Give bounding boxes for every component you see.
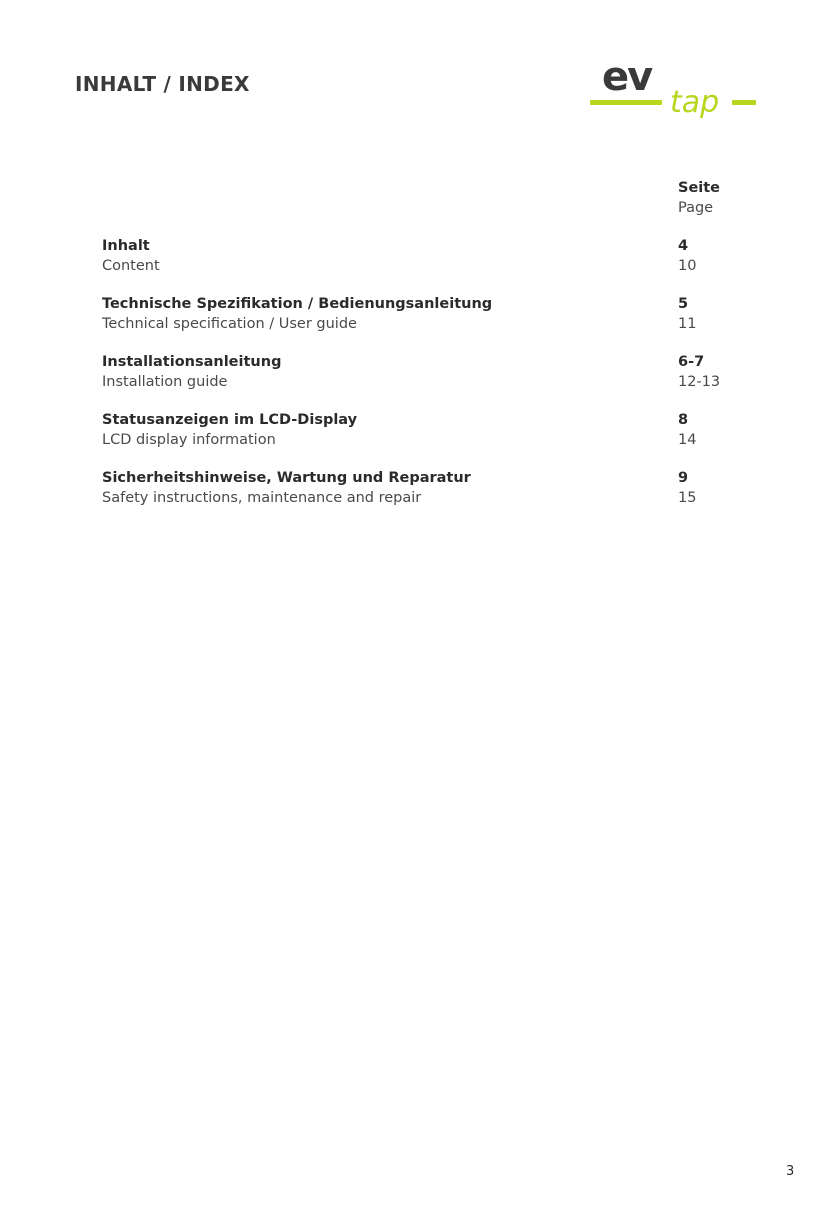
toc-title-de: Inhalt [102, 238, 150, 254]
toc-page-de: 9 [678, 470, 689, 486]
page-column-label-de: Seite [678, 180, 721, 196]
svg-text:ev: ev [602, 56, 652, 100]
page-number: 3 [786, 1164, 795, 1179]
evtap-logo [590, 56, 758, 122]
toc-title-en: Installation guide [102, 374, 228, 390]
toc-entry-content[interactable] [102, 236, 742, 294]
toc-page-en: 14 [678, 432, 697, 448]
toc-title-de: Installationsanleitung [102, 354, 282, 370]
page-title: INHALT / INDEX [75, 72, 250, 96]
toc-page-de: 5 [678, 296, 689, 312]
toc-entry-technical-specification[interactable] [102, 294, 742, 352]
toc-title-en: Content [102, 258, 160, 274]
toc-page-en: 10 [678, 258, 697, 274]
toc-page-de: 6-7 [678, 354, 705, 370]
toc-title-en: LCD display information [102, 432, 276, 448]
toc-title-en: Safety instructions, maintenance and repair [102, 490, 422, 506]
toc-entry-safety-instructions[interactable] [102, 468, 742, 526]
table-of-contents [102, 236, 742, 526]
toc-title-de: Technische Spezifikation / Bedienungsanleitung [102, 296, 493, 312]
toc-page-en: 12-13 [678, 374, 721, 390]
toc-page-de: 8 [678, 412, 689, 428]
toc-page-de: 4 [678, 238, 689, 254]
svg-text:tap: tap [670, 85, 720, 120]
toc-title-en: Technical specification / User guide [102, 316, 357, 332]
toc-page-en: 15 [678, 490, 697, 506]
toc-page-en: 11 [678, 316, 697, 332]
page-column-header [678, 178, 720, 218]
page-column-label-en: Page [678, 200, 714, 216]
toc-title-de: Statusanzeigen im LCD-Display [102, 412, 358, 428]
toc-entry-lcd-display[interactable] [102, 410, 742, 468]
toc-title-de: Sicherheitshinweise, Wartung und Reparatur [102, 470, 471, 486]
toc-entry-installation-guide[interactable] [102, 352, 742, 410]
